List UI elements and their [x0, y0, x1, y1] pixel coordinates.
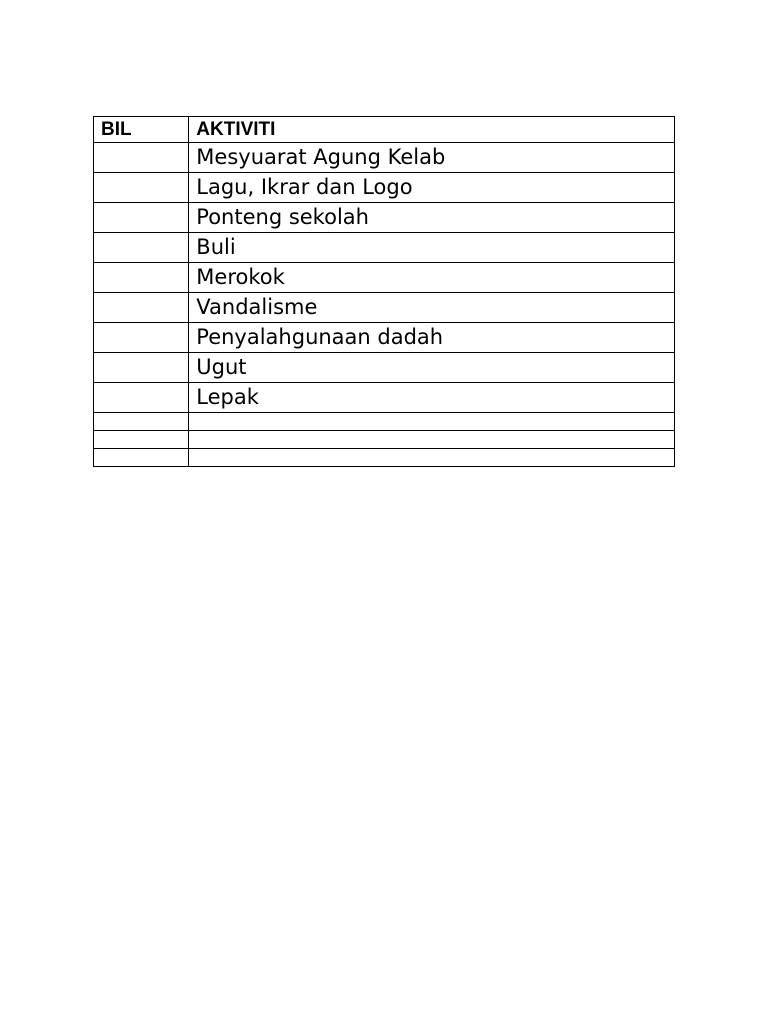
cell-bil — [94, 173, 189, 203]
activity-table — [93, 116, 675, 467]
cell-aktiviti: Mesyuarat Agung Kelab — [189, 143, 675, 173]
cell-bil — [94, 383, 189, 413]
table-row — [94, 353, 675, 383]
cell-bil — [94, 449, 189, 467]
cell-aktiviti: Vandalisme — [189, 293, 675, 323]
table-row-empty — [94, 413, 675, 431]
table-row — [94, 173, 675, 203]
cell-bil — [94, 323, 189, 353]
table-row — [94, 293, 675, 323]
cell-bil — [94, 203, 189, 233]
header-aktiviti: AKTIVITI — [189, 117, 675, 143]
cell-aktiviti: Lepak — [189, 383, 675, 413]
cell-aktiviti — [189, 431, 675, 449]
cell-aktiviti: Ponteng sekolah — [189, 203, 675, 233]
cell-aktiviti: Lagu, Ikrar dan Logo — [189, 173, 675, 203]
cell-bil — [94, 263, 189, 293]
table-row — [94, 383, 675, 413]
cell-aktiviti: Merokok — [189, 263, 675, 293]
cell-bil — [94, 143, 189, 173]
cell-bil — [94, 293, 189, 323]
cell-bil — [94, 233, 189, 263]
table-row-empty — [94, 431, 675, 449]
cell-aktiviti — [189, 413, 675, 431]
cell-bil — [94, 413, 189, 431]
cell-bil — [94, 353, 189, 383]
cell-aktiviti: Buli — [189, 233, 675, 263]
table-row — [94, 143, 675, 173]
table-header-row — [94, 117, 675, 143]
table-row — [94, 233, 675, 263]
table-row — [94, 203, 675, 233]
cell-aktiviti: Penyalahgunaan dadah — [189, 323, 675, 353]
cell-aktiviti: Ugut — [189, 353, 675, 383]
cell-aktiviti — [189, 449, 675, 467]
table-row-empty — [94, 449, 675, 467]
table-row — [94, 323, 675, 353]
cell-bil — [94, 431, 189, 449]
header-bil: BIL — [94, 117, 189, 143]
table-row — [94, 263, 675, 293]
